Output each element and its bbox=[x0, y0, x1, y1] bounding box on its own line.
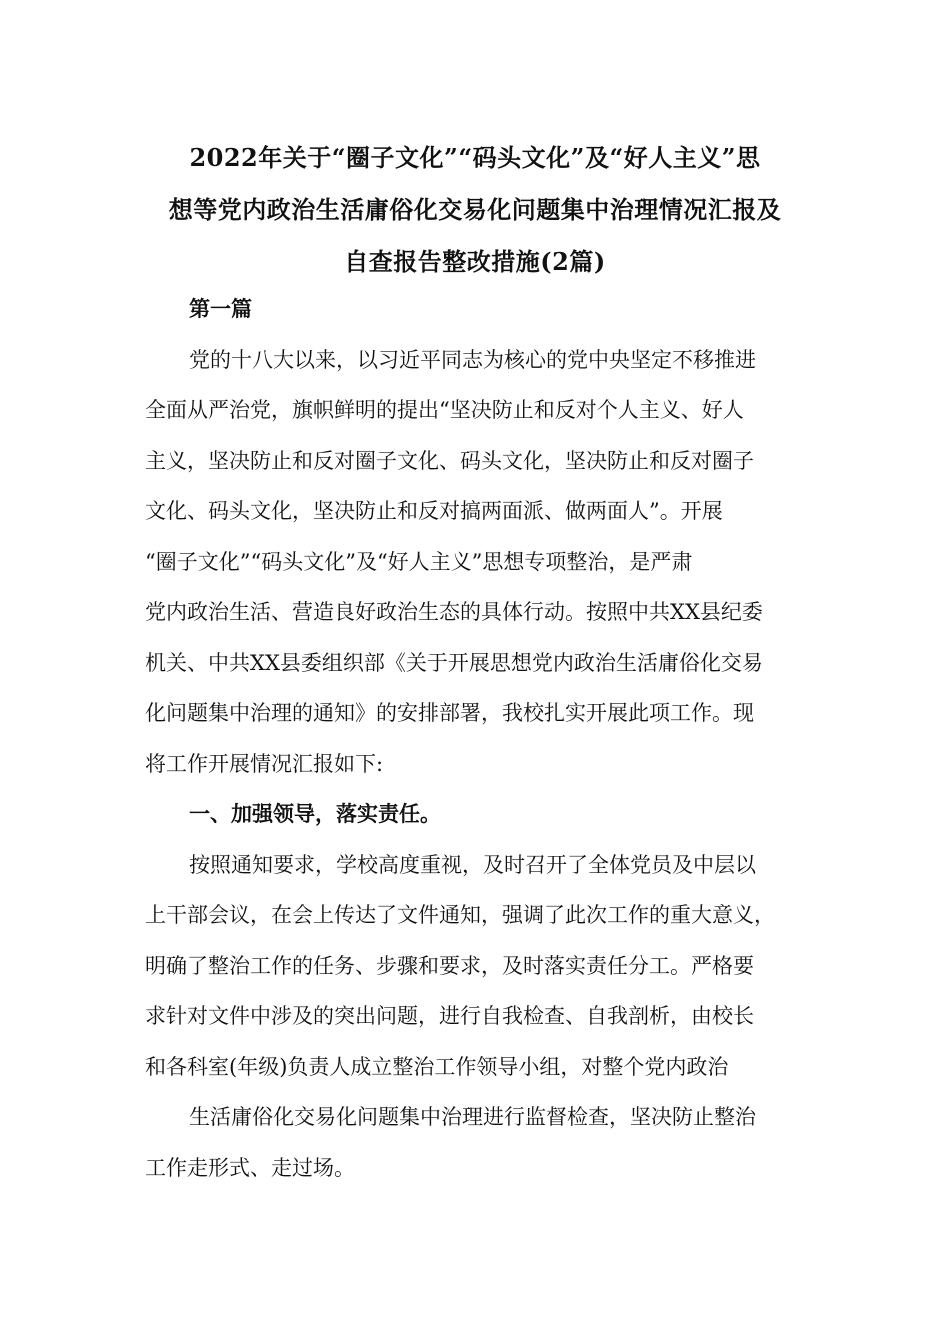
subheading-1: 一、加强领导，落实责任。 bbox=[189, 801, 441, 826]
paragraph-1 bbox=[145, 339, 810, 794]
paragraph-line: 机关、中共XX县委组织部《关于开展思想党内政治生活庸俗化交易 bbox=[145, 650, 763, 675]
paragraph-line: 全面从严治党，旗帜鲜明的提出“坚决防止和反对个人主义、好人 bbox=[145, 398, 744, 422]
paragraph-line: 文化、码头文化，坚决防止和反对搞两面派、做两面人”。开展 bbox=[145, 499, 723, 523]
document-title bbox=[140, 132, 810, 288]
paragraph-line: 和各科室(年级)负责人成立整治工作领导小组，对整个党内政治 bbox=[145, 1054, 729, 1079]
paragraph-line: 党内政治生活、营造良好政治生态的具体行动。按照中共XX县纪委 bbox=[145, 600, 763, 624]
paragraph-line: 党的十八大以来，以习近平同志为核心的党中央坚定不移推进 bbox=[189, 347, 756, 372]
paragraph-line: 按照通知要求，学校高度重视，及时召开了全体党员及中层以 bbox=[189, 852, 756, 877]
paragraph-line: 主义，坚决防止和反对圈子文化、码头文化，坚决防止和反对圈子 bbox=[145, 448, 754, 473]
paragraph-line: “圈子文化”“码头文化”及“好人主义”思想专项整治，是严肃 bbox=[145, 549, 693, 574]
paragraph-line: 明确了整治工作的任务、步骤和要求，及时落实责任分工。严格要 bbox=[145, 953, 754, 978]
document-body bbox=[145, 288, 810, 1197]
section-heading: 第一篇 bbox=[189, 296, 252, 321]
title-line-3: 自查报告整改措施(2篇) bbox=[344, 247, 606, 276]
paragraph-line: 工作走形式、走过场。 bbox=[145, 1155, 355, 1180]
paragraph-line: 求针对文件中涉及的突出问题，进行自我检查、自我剖析，由校长 bbox=[145, 1004, 754, 1028]
paragraph-2 bbox=[145, 844, 810, 1097]
title-line-2: 想等党内政治生活庸俗化交易化问题集中治理情况汇报及 bbox=[168, 195, 782, 224]
paragraph-line: 将工作开展情况汇报如下: bbox=[145, 751, 384, 776]
paragraph-line: 生活庸俗化交易化问题集中治理进行监督检查，坚决防止整治 bbox=[189, 1105, 756, 1129]
paragraph-line: 化问题集中治理的通知》的安排部署，我校扎实开展此项工作。现 bbox=[145, 701, 754, 725]
paragraph-line: 上干部会议，在会上传达了文件通知，强调了此次工作的重大意义， bbox=[145, 903, 775, 927]
paragraph-3 bbox=[145, 1096, 810, 1197]
title-line-1: 2022年关于“圈子文化”“码头文化”及“好人主义”思 bbox=[189, 143, 761, 172]
